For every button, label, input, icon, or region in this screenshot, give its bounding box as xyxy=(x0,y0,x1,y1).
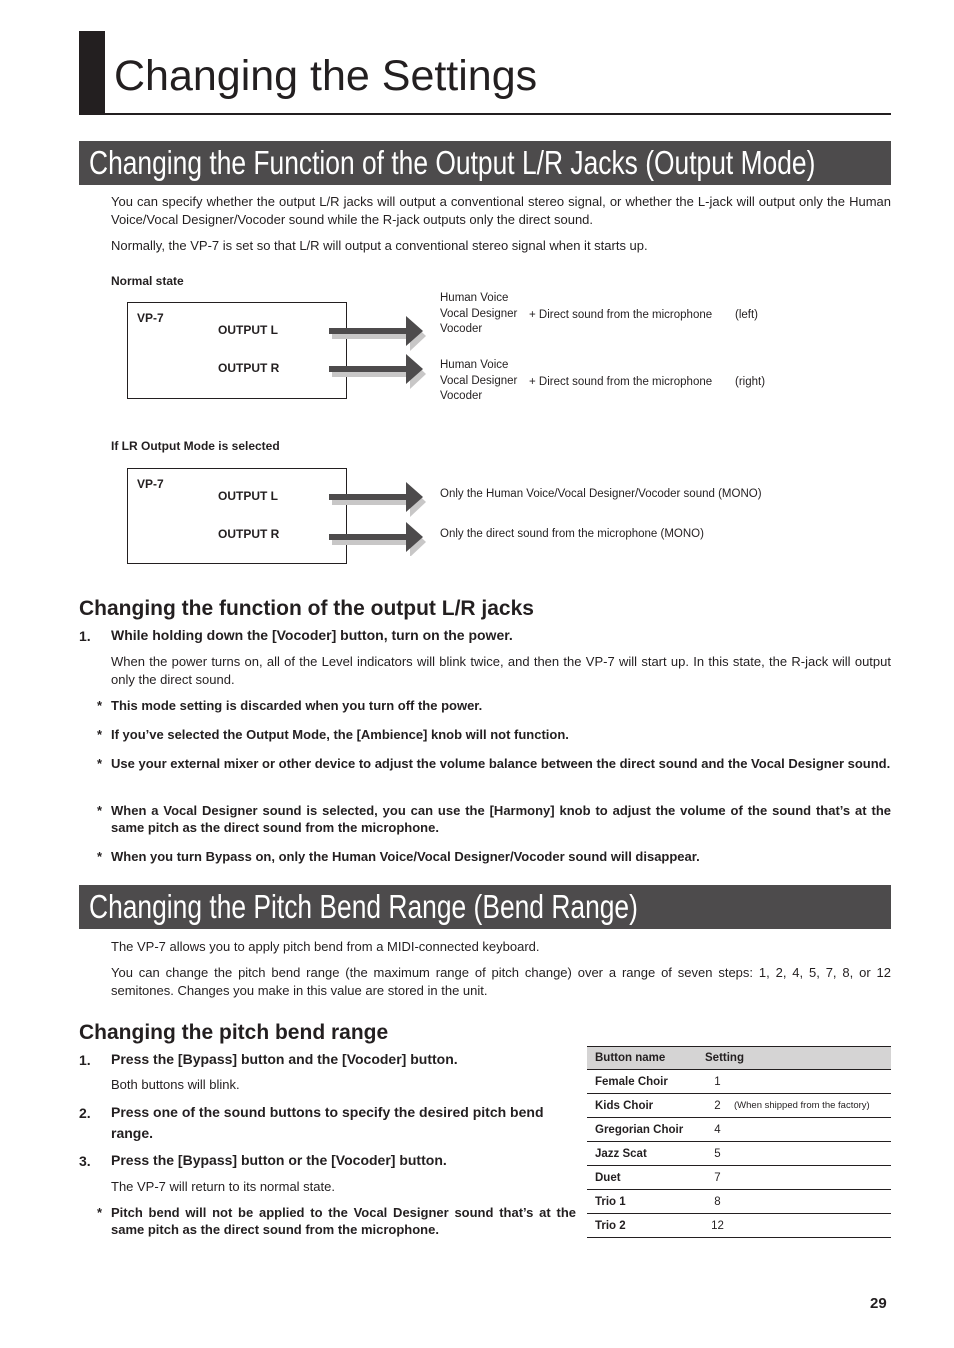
lr-right-output-text: Only the direct sound from the microphone (MONO) xyxy=(440,528,704,540)
section-heading-text: Changing the Pitch Bend Range (Bend Range) xyxy=(89,888,638,925)
table-row xyxy=(587,1142,891,1166)
arrows-normal xyxy=(326,310,430,390)
table-row xyxy=(587,1118,891,1142)
step-description: The VP-7 will return to its normal state. xyxy=(111,1179,335,1194)
subheading-pitch-bend: Changing the pitch bend range xyxy=(79,1021,389,1044)
subheading-output-jacks: Changing the function of the output L/R jacks xyxy=(79,597,534,620)
output-l-label: OUTPUT L xyxy=(218,489,278,503)
setting-cell: 2 xyxy=(705,1094,730,1118)
arrows-lr xyxy=(326,476,430,556)
left-source-3: Vocoder xyxy=(440,323,483,335)
column-header: Button name xyxy=(587,1047,705,1070)
step-number: 1. xyxy=(79,1052,91,1068)
note-bullet: * xyxy=(97,698,103,713)
page-title: Changing the Settings xyxy=(114,52,538,100)
button-name-cell: Trio 1 xyxy=(587,1190,705,1214)
section-heading-bend-range xyxy=(79,885,891,929)
right-plus-direct: + Direct sound from the microphone xyxy=(529,376,713,388)
setting-cell: 5 xyxy=(705,1142,730,1166)
section-heading-text: Changing the Function of the Output L/R Jacks (Output Mode) xyxy=(89,144,816,181)
button-name-cell: Kids Choir xyxy=(587,1094,705,1118)
note-bullet: * xyxy=(97,849,103,864)
right-source-2: Vocal Designer xyxy=(440,375,518,387)
output-r-label: OUTPUT R xyxy=(218,527,280,541)
bend-range-description: You can change the pitch bend range (the maximum range of pitch change) over a range of seven steps: 1, 2, 4, 5, 7, 8, or 12 semitones. Changes you make in this value are stored in the unit. xyxy=(111,965,891,998)
page-number: 29 xyxy=(870,1295,887,1312)
output-mode-intro: You can specify whether the output L/R jacks will output a conventional stereo signal, or whether the L-jack will output only the Human Voice/Vocal Designer/Vocoder sound while the R-jack outputs only the direct sound. xyxy=(111,194,891,227)
step-description: When the power turns on, all of the Level indicators will blink twice, and then the VP-7 will start up. In this state, the R-jack will output only the direct sound. xyxy=(111,654,891,687)
setting-cell: 12 xyxy=(705,1214,730,1238)
lr-left-output-text: Only the Human Voice/Vocal Designer/Vocoder sound (MONO) xyxy=(440,488,762,500)
note-bullet: * xyxy=(97,803,103,818)
setting-cell: 1 xyxy=(705,1070,730,1094)
output-l-label: OUTPUT L xyxy=(218,323,278,337)
diagram-caption-normal: Normal state xyxy=(111,274,184,288)
arrow-l-shaft xyxy=(329,494,411,500)
step-text: While holding down the [Vocoder] button, turn on the power. xyxy=(111,627,513,643)
step-description: Both buttons will blink. xyxy=(111,1077,240,1092)
diagram-caption-lr: If LR Output Mode is selected xyxy=(111,439,280,453)
setting-cell: 8 xyxy=(705,1190,730,1214)
note-item: If you’ve selected the Output Mode, the [Ambience] knob will not function. xyxy=(111,727,569,742)
table-row xyxy=(587,1214,891,1238)
table-header-row xyxy=(587,1047,891,1070)
left-side-label: (left) xyxy=(735,309,758,321)
right-source-3: Vocoder xyxy=(440,390,483,402)
right-side-label: (right) xyxy=(735,376,766,388)
device-label: VP-7 xyxy=(137,477,164,491)
setting-note-cell: (When shipped from the factory) xyxy=(730,1094,891,1118)
setting-note-cell xyxy=(730,1190,891,1214)
note-bullet: * xyxy=(97,727,103,742)
step-text: Press the [Bypass] button and the [Vocoder] button. xyxy=(111,1051,458,1067)
table-row xyxy=(587,1094,891,1118)
device-label: VP-7 xyxy=(137,311,164,325)
output-mode-default: Normally, the VP-7 is set so that L/R will output a conventional stereo signal when it starts up. xyxy=(111,238,648,253)
table-row xyxy=(587,1166,891,1190)
left-plus-direct: + Direct sound from the microphone xyxy=(529,309,713,321)
note-item: When you turn Bypass on, only the Human Voice/Vocal Designer/Vocoder sound will disappear. xyxy=(111,849,700,864)
setting-note-cell xyxy=(730,1214,891,1238)
note-item: This mode setting is discarded when you turn off the power. xyxy=(111,698,483,713)
button-name-cell: Jazz Scat xyxy=(587,1142,705,1166)
right-source-1: Human Voice xyxy=(440,359,509,371)
table-row xyxy=(587,1070,891,1094)
column-header: Setting xyxy=(705,1047,891,1070)
setting-cell: 7 xyxy=(705,1166,730,1190)
title-rule xyxy=(79,113,891,115)
step-text: Press one of the sound buttons to specify the desired pitch bend range. xyxy=(111,1104,544,1141)
left-source-2: Vocal Designer xyxy=(440,308,518,320)
setting-note-cell xyxy=(730,1118,891,1142)
button-name-cell: Gregorian Choir xyxy=(587,1118,705,1142)
output-r-label: OUTPUT R xyxy=(218,361,280,375)
title-accent-bar xyxy=(79,31,105,114)
step-number: 1. xyxy=(79,628,91,644)
setting-note-cell xyxy=(730,1166,891,1190)
setting-cell: 4 xyxy=(705,1118,730,1142)
step-number: 2. xyxy=(79,1105,91,1121)
bend-range-intro: The VP-7 allows you to apply pitch bend from a MIDI-connected keyboard. xyxy=(111,939,540,954)
arrow-r-shaft xyxy=(329,366,411,372)
note-bullet: * xyxy=(97,756,103,771)
section-heading-output-mode xyxy=(79,141,891,185)
note-item: Pitch bend will not be applied to the Vocal Designer sound that’s at the same pitch as the direct sound from the microphone. xyxy=(111,1205,576,1237)
note-item: Use your external mixer or other device to adjust the volume balance between the direct sound and the Vocal Designer sound. xyxy=(111,756,891,771)
setting-note-cell xyxy=(730,1070,891,1094)
note-item: When a Vocal Designer sound is selected, you can use the [Harmony] knob to adjust the volume of the sound that’s at the same pitch as the direct sound from the microphone. xyxy=(111,803,891,835)
setting-note-cell xyxy=(730,1142,891,1166)
bend-range-table xyxy=(587,1046,891,1238)
arrow-r-shaft xyxy=(329,534,411,540)
step-text: Press the [Bypass] button or the [Vocoder] button. xyxy=(111,1152,447,1168)
note-bullet: * xyxy=(97,1205,103,1220)
button-name-cell: Female Choir xyxy=(587,1070,705,1094)
left-source-1: Human Voice xyxy=(440,292,509,304)
button-name-cell: Duet xyxy=(587,1166,705,1190)
step-number: 3. xyxy=(79,1153,91,1169)
button-name-cell: Trio 2 xyxy=(587,1214,705,1238)
arrow-l-shaft xyxy=(329,328,411,334)
table-row xyxy=(587,1190,891,1214)
